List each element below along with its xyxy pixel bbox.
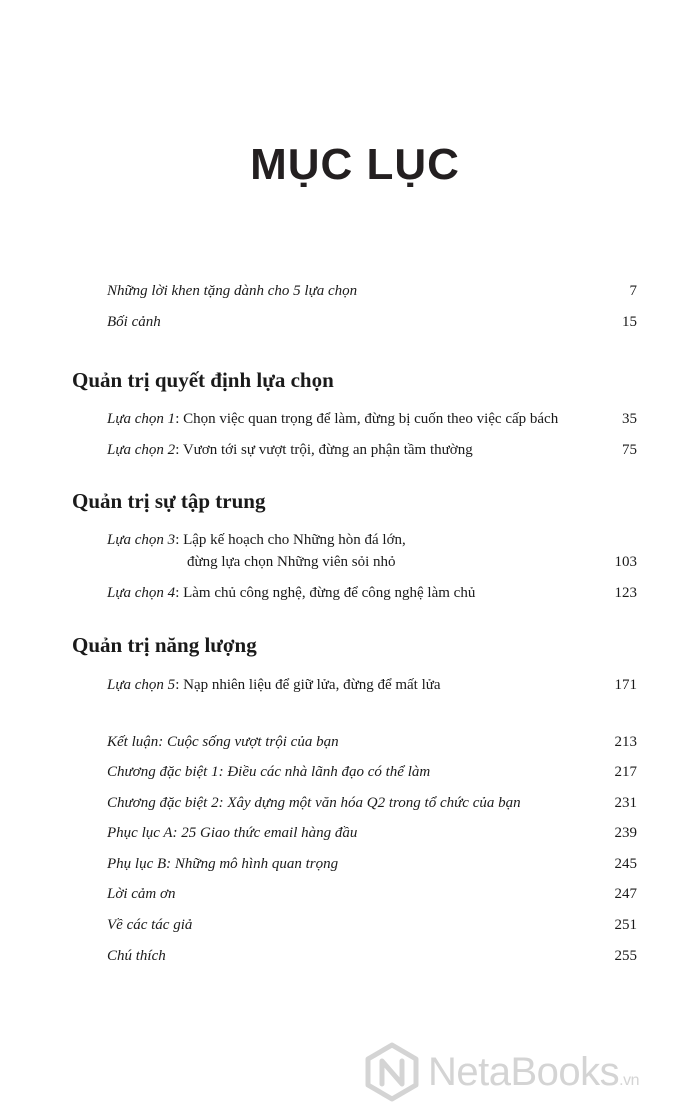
toc-entry-choice-3[interactable]: [107, 529, 637, 573]
toc-entry-page: 247: [614, 886, 637, 902]
toc-entry-label: [107, 529, 406, 551]
toc-entry-label: [107, 582, 475, 604]
toc-entry-label: Phụ lục B: Những mô hình quan trọng: [107, 856, 339, 872]
toc-entry-label: Phục lục A: 25 Giao thức email hàng đầu: [107, 825, 358, 841]
toc-entry-label: Bối cảnh: [107, 314, 161, 330]
choice-text: : Nạp nhiên liệu để giữ lửa, đừng để mất lửa: [175, 677, 441, 693]
toc-entry-label: Chú thích: [107, 948, 166, 964]
choice-prefix: Lựa chọn 4: [107, 585, 176, 601]
toc-entry-page: 15: [622, 314, 637, 330]
choice-prefix: Lựa chọn 2: [107, 442, 176, 458]
toc-entry-page: 171: [614, 677, 637, 693]
toc-entry-page: 213: [614, 734, 637, 750]
toc-entry-label: Chương đặc biệt 1: Điều các nhà lãnh đạo có thể làm: [107, 764, 431, 780]
choice-text: : Lập kế hoạch cho Những hòn đá lớn,: [175, 532, 406, 548]
toc-entry-label: Lời cảm ơn: [107, 886, 176, 902]
toc-entry-page: 123: [614, 585, 637, 601]
choice-prefix: Lựa chọn 5: [107, 677, 176, 693]
watermark-suffix: .vn: [619, 1072, 640, 1089]
choice-prefix: Lựa chọn 3: [107, 532, 176, 548]
netabooks-logo-icon: [362, 1042, 422, 1102]
toc-entry-label: Những lời khen tặng dành cho 5 lựa chọn: [107, 283, 358, 299]
choice-text: : Vươn tới sự vượt trội, đừng an phận tầm thường: [175, 442, 473, 458]
choice-text: : Chọn việc quan trọng để làm, đừng bị cuốn theo việc cấp bách: [175, 411, 559, 427]
toc-entry-label: [107, 408, 558, 430]
toc-entry-label: Chương đặc biệt 2: Xây dựng một văn hóa Q2 trong tổ chức của bạn: [107, 795, 521, 811]
section-heading-2: Quản trị sự tập trung: [72, 489, 266, 513]
toc-entry-label: Kết luận: Cuộc sống vượt trội của bạn: [107, 734, 339, 750]
watermark-text: [428, 1050, 639, 1095]
toc-entry-page: 255: [614, 948, 637, 964]
choice-prefix: Lựa chọn 1: [107, 411, 176, 427]
toc-entry-page: 7: [629, 283, 637, 299]
toc-entry-page: 103: [614, 554, 637, 570]
toc-entry-page: 217: [614, 764, 637, 780]
toc-entry-page: 75: [622, 442, 637, 458]
section-heading-1: Quản trị quyết định lựa chọn: [72, 368, 334, 392]
choice-text-line-2: đừng lựa chọn Những viên sỏi nhỏ: [187, 554, 396, 570]
toc-entry-page: 35: [622, 411, 637, 427]
toc-entry-label: [107, 674, 441, 696]
toc-entry-page: 245: [614, 856, 637, 872]
toc-entry-label: Về các tác giả: [107, 917, 193, 933]
section-heading-3: Quản trị năng lượng: [72, 633, 257, 657]
toc-entry-page: 231: [614, 795, 637, 811]
watermark: [362, 1040, 692, 1110]
page-title: MỤC LỤC: [250, 140, 460, 189]
toc-entry-page: 239: [614, 825, 637, 841]
choice-text: : Làm chủ công nghệ, đừng để công nghệ làm chủ: [175, 585, 476, 601]
toc-entry-page: 251: [614, 917, 637, 933]
watermark-brand: NetaBooks: [428, 1050, 620, 1094]
toc-entry-label: [107, 439, 473, 461]
